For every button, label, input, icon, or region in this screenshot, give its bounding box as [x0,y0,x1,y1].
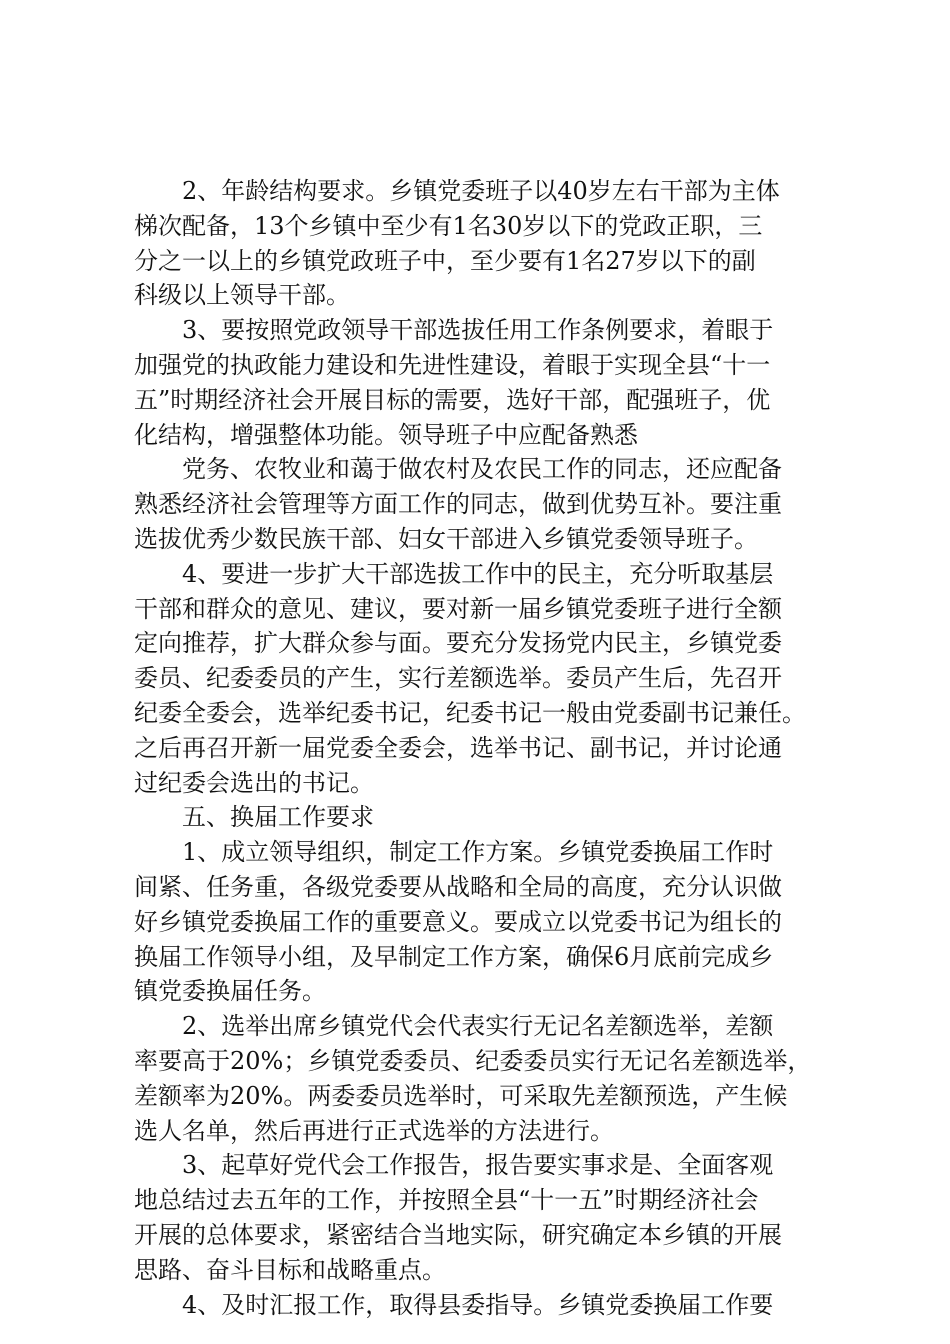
document-text-line: 思路、奋斗目标和战略重点。 [134,1255,446,1284]
document-text-line: 过纪委会选出的书记。 [134,768,374,797]
document-text-line: 选人名单，然后再进行正式选举的方法进行。 [134,1116,614,1145]
document-text-line: 梯次配备，13个乡镇中至少有1名30岁以下的党政正职，三 [134,211,763,240]
document-text-line: 间紧、任务重，各级党委要从战略和全局的高度，充分认识做 [134,872,782,901]
document-text-line: 开展的总体要求，紧密结合当地实际，研究确定本乡镇的开展 [134,1220,782,1249]
document-text-line: 定向推荐，扩大群众参与面。要充分发扬党内民主，乡镇党委 [134,629,782,658]
document-text-line: 加强党的执政能力建设和先进性建设，着眼于实现全县“十一 [134,350,771,379]
document-text-line: 率要高于20%；乡镇党委委员、纪委委员实行无记名差额选举， [134,1046,812,1075]
document-text-line: 科级以上领导干部。 [134,281,350,310]
document-text-line: 2、年龄结构要求。乡镇党委班子以40岁左右干部为主体 [182,177,780,205]
document-text-line: 地总结过去五年的工作，并按照全县“十一五”时期经济社会 [134,1186,759,1215]
document-text-line: 干部和群众的意见、建议，要对新一届乡镇党委班子进行全额 [134,594,782,623]
document-text-line: 选拔优秀少数民族干部、妇女干部进入乡镇党委领导班子。 [134,524,758,553]
document-text-line: 熟悉经济社会管理等方面工作的同志，做到优势互补。要注重 [134,490,782,519]
document-body [134,174,834,1322]
document-text-line: 好乡镇党委换届工作的重要意义。要成立以党委书记为组长的 [134,907,782,936]
document-text-line: 之后再召开新一届党委全委会，选举书记、副书记，并讨论通 [134,733,782,762]
document-text-line: 化结构，增强整体功能。领导班子中应配备熟悉 [134,420,638,449]
document-text-line: 分之一以上的乡镇党政班子中，至少要有1名27岁以下的副 [134,246,756,275]
document-text-line: 五、换届工作要求 [182,803,374,832]
document-text-line: 委员、纪委委员的产生，实行差额选举。委员产生后，先召开 [134,664,782,693]
document-text-line: 3、要按照党政领导干部选拔任用工作条例要求，着眼于 [182,316,774,345]
document-text-line: 党务、农牧业和蔼于做农村及农民工作的同志，还应配备 [182,455,782,484]
document-text-line: 差额率为20%。两委委员选举时，可采取先差额预选，产生候 [134,1081,788,1110]
document-text-line: 镇党委换届任务。 [134,977,326,1006]
document-text-line: 2、选举出席乡镇党代会代表实行无记名差额选举，差额 [182,1012,774,1041]
document-text-line: 4、要进一步扩大干部选拔工作中的民主，充分听取基层 [182,559,774,588]
document-text-line: 换届工作领导小组，及早制定工作方案，确保6月底前完成乡 [134,942,774,971]
document-text-line: 4、及时汇报工作，取得县委指导。乡镇党委换届工作要 [182,1290,774,1319]
document-text-line: 3、起草好党代会工作报告，报告要实事求是、全面客观 [182,1151,774,1180]
document-text-line: 五”时期经济社会开展目标的需要，选好干部，配强班子，优 [134,385,771,414]
document-text-line: 1、成立领导组织，制定工作方案。乡镇党委换届工作时 [182,838,774,867]
document-text-line: 纪委全委会，选举纪委书记，纪委书记一般由党委副书记兼任。 [134,698,806,727]
